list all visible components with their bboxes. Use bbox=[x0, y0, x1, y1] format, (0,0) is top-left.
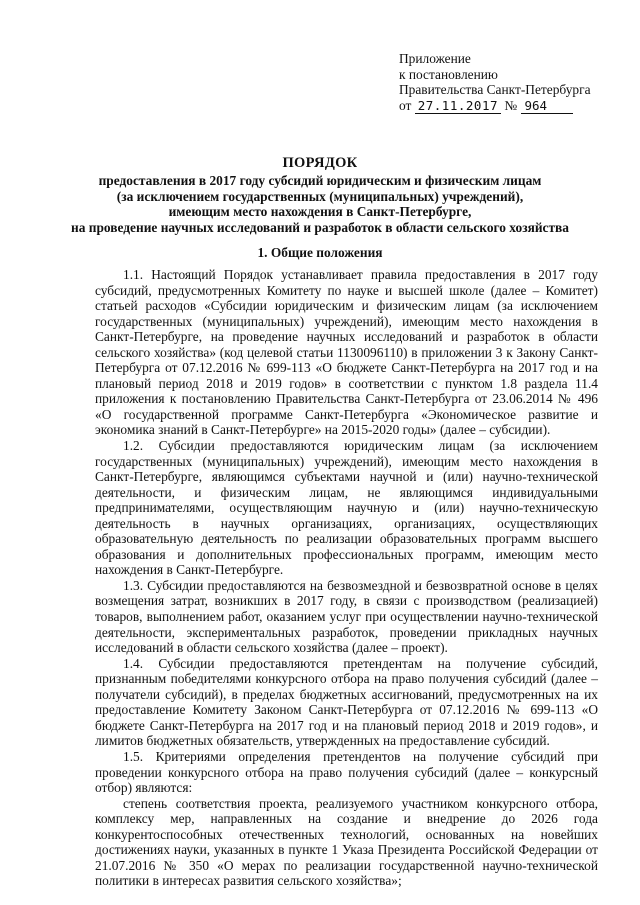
appendix-date-line bbox=[399, 98, 619, 114]
appendix-block bbox=[399, 51, 619, 113]
title-line-4: на проведение научных исследований и разработок в области сельского хозяйства bbox=[71, 219, 569, 235]
paragraph-1-2: 1.2. Субсидии предоставляются юридическим лицам (за исключением государственных (муниципальных) учреждений), имеющим место нахождения в Санкт-Петербурге, являющимся субъектами научной и (или) научно-технической деятельности, и физическим лицам, не являющимся индивидуальными предпринимателями, осуществляющим научную и (или) научно-техническую деятельность в научных организациях, организациях, осуществляющих образовательную деятельность по реализации образовательных программ высшего образования и дополнительных профессиональных программ, имеющим место нахождения в Санкт-Петербурге. bbox=[95, 438, 598, 578]
title-line-2: (за исключением государственных (муниципальных) учреждений), bbox=[116, 188, 524, 204]
section-heading: 1. Общие положения bbox=[257, 245, 383, 260]
criterion-paragraph: степень соответствия проекта, реализуемого участником конкурсного отбора, комплексу мер, направленных на создание и внедрение до 2026 года конкурентоспособных отечественных технологий, основанных на новейших достижениях науки, указанных в пункте 1 Указа Президента Российской Федерации от 21.07.2016 № 350 «О мерах по реализации государственной научно-технической политики в интересах развития сельского хозяйства»; bbox=[95, 795, 598, 889]
paragraph-1-3: 1.3. Субсидии предоставляются на безвозмездной и безвозвратной основе в целях возмещения затрат, возникших в 2017 году, в связи с производством (реализацией) товаров, выполнением работ, оказанием услуг при осуществлении научно-технической деятельности, экспериментальных разработок, проведении прикладных научных исследований в области сельского хозяйства (далее – проект). bbox=[95, 577, 598, 656]
document-title bbox=[0, 156, 640, 235]
appendix-line-3: Правительства Санкт-Петербурга bbox=[399, 82, 591, 97]
resolution-date: 27.11.2017 bbox=[415, 98, 501, 114]
date-prefix: от bbox=[399, 97, 412, 113]
paragraph-1-1: 1.1. Настоящий Порядок устанавливает правила предоставления в 2017 году субсидий, предусмотренных Комитету по науке и высшей школе (далее – Комитет) статьей расходов «Субсидии юридическим и физическим лицам (за исключением государственных (муниципальных) учреждений), имеющим место нахождения в Санкт-Петербурге, на проведение научных исследований и разработок в области сельского хозяйства» (код целевой статьи 1130096110) в приложении 3 к Закону Санкт-Петербурга от 07.12.2016 № 699-113 «О бюджете Санкт-Петербурга на 2017 год и на плановый период 2018 и 2019 годов» в соответствии с пунктом 1.8 раздела 11.4 приложения к постановлению Правительства Санкт-Петербурга от 23.06.2014 № 496 «О государственной программе Санкт-Петербурга «Экономическое развитие и экономика знаний в Санкт-Петербурге» на 2015-2020 годы» (далее – субсидии). bbox=[95, 267, 598, 438]
number-prefix: № bbox=[504, 97, 518, 113]
title-line-1: предоставления в 2017 году субсидий юридическим и физическим лицам bbox=[98, 173, 542, 189]
appendix-line-2: к постановлению bbox=[399, 66, 498, 82]
resolution-number: 964 bbox=[521, 98, 574, 114]
paragraph-1-5: 1.5. Критериями определения претендентов на получение субсидий при проведении конкурсного отбора на право получения субсидий (далее – конкурсный отбор) являются: bbox=[95, 748, 598, 796]
paragraph-1-4: 1.4. Субсидии предоставляются претендентам на получение субсидий, признанным победителями конкурсного отбора на право получения субсидий (далее – получатели субсидий), в пределах бюджетных ассигнований, предусмотренных на их предоставление Комитету Законом Санкт-Петербурга от 07.12.2016 № 699-113 «О бюджете Санкт-Петербурга на 2017 год и на плановый период 2018 и 2019 годов», и лимитов бюджетных обязательств, утвержденных на предоставление субсидий. bbox=[95, 655, 598, 749]
title-heading: ПОРЯДОК bbox=[282, 155, 358, 171]
title-line-3: имеющим место нахождения в Санкт-Петербурге, bbox=[168, 204, 472, 220]
document-body bbox=[95, 267, 598, 889]
appendix-line-1: Приложение bbox=[399, 51, 471, 66]
